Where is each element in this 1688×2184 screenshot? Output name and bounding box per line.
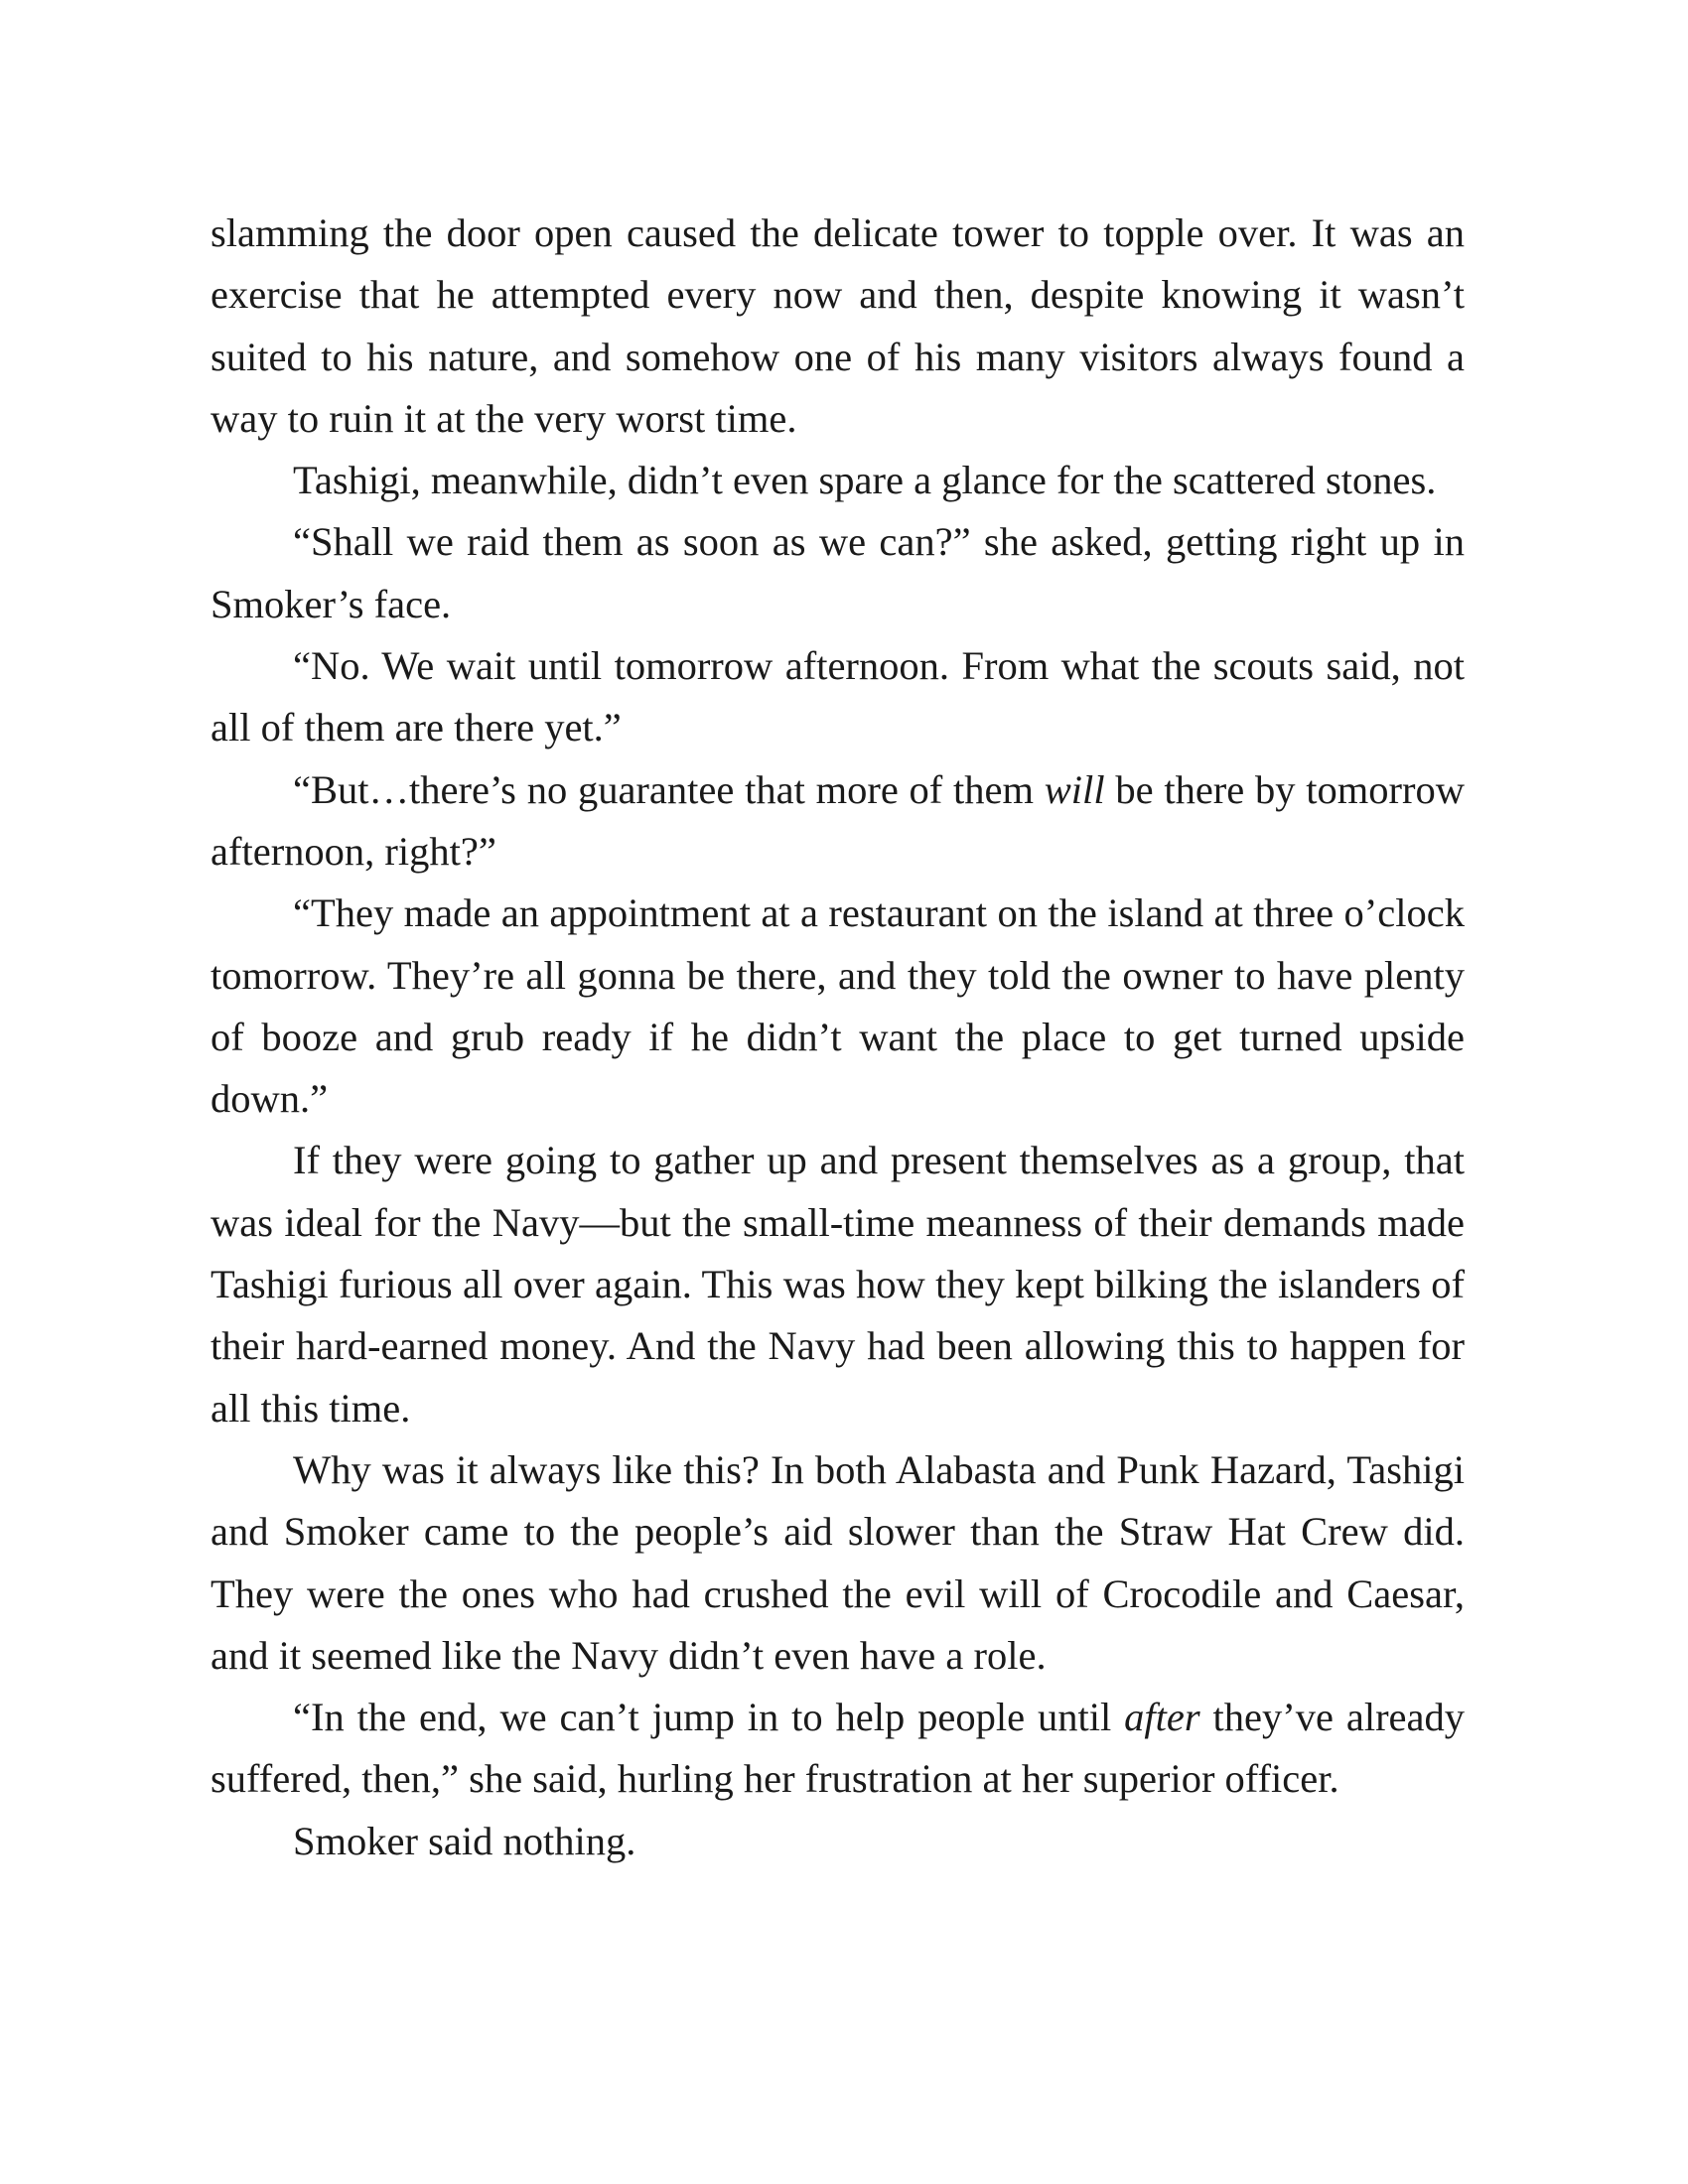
paragraph-text: “Shall we raid them as soon as we can?” she asked, getting right up in Smoker’s face. [211,519,1465,626]
paragraph-6 [211,883,1465,1130]
paragraph-text: Tashigi, meanwhile, didn’t even spare a glance for the scattered stones. [293,458,1437,503]
paragraph-1 [211,203,1465,450]
paragraph-4 [211,635,1465,759]
paragraph-text: Why was it always like this? In both Alabasta and Punk Hazard, Tashigi and Smoker came to the people’s aid slower than the Straw Hat Crew did. They were the ones who had crushed the evil will of Crocodile and Caesar, and it seemed like the Navy didn’t even have a role. [211,1446,1465,1678]
paragraph-2 [211,450,1465,511]
paragraph-text: be there by tomorrow afternoon, right?” [211,766,1465,874]
paragraph-text: If they were going to gather up and present themselves as a group, that was ideal for the Navy—but the small-time meanness of their demands made Tashigi furious all over again. This was how they kept bilking the islanders of their hard-earned money. And the Navy had been allowing this to happen for all this time. [211,1138,1465,1431]
paragraph-3 [211,511,1465,635]
italic-emphasis: will [1044,766,1105,812]
paragraph-text: they’ve already suffered, then,” she said, hurling her frustration at her superior officer. [211,1695,1466,1802]
paragraph-7 [211,1130,1465,1438]
paragraph-5 [211,759,1465,884]
paragraph-text: Smoker said nothing. [293,1818,636,1863]
paragraph-text: “No. We wait until tomorrow afternoon. From what the scouts said, not all of them are there yet.” [211,643,1465,751]
paragraph-8 [211,1439,1465,1687]
paragraph-text: “They made an appointment at a restaurant on the island at three o’clock tomorrow. They’re all gonna be there, and they told the owner to have plenty of booze and grub ready if he didn’t want the place to get turned upside down.” [211,890,1465,1122]
paragraph-text: “But…there’s no guarantee that more of them [293,766,1045,812]
paragraph-text: “In the end, we can’t jump in to help people until [293,1695,1125,1740]
paragraph-10 [211,1811,1465,1872]
italic-emphasis: after [1124,1695,1200,1740]
paragraph-text: slamming the door open caused the delicate tower to topple over. It was an exercise that he attempted every now and then, despite knowing it wasn’t suited to his nature, and somehow one of his many visitors always found a way to ruin it at the very worst time. [211,210,1465,441]
paragraph-9 [211,1687,1465,1811]
page-body-text [211,203,1465,1872]
